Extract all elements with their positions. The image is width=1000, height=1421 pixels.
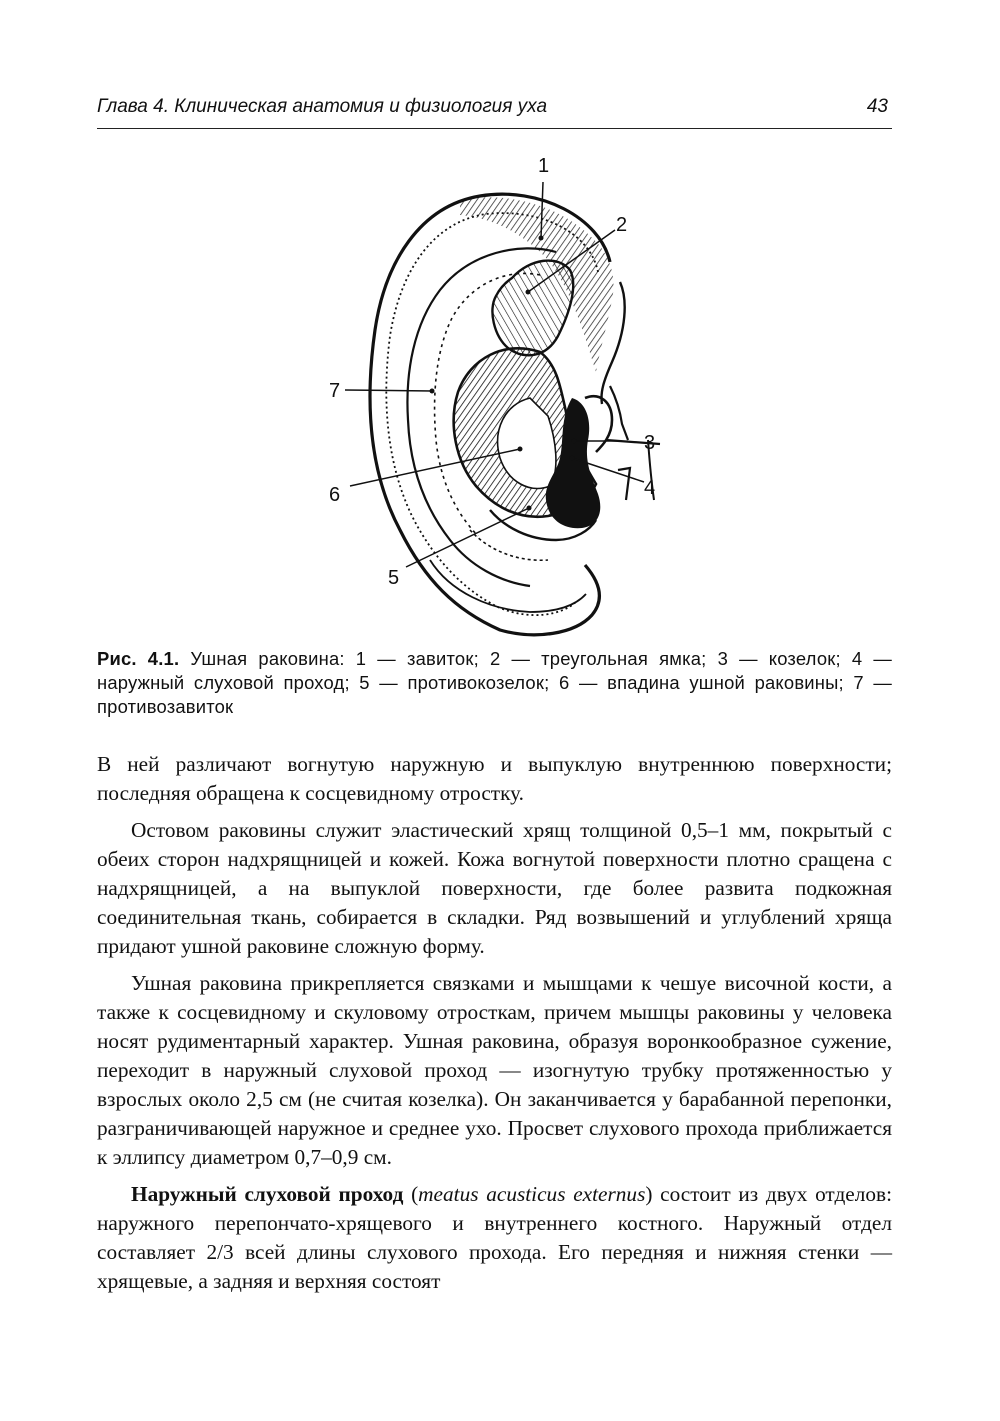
paragraph-3: Ушная раковина прикрепляется связками и мышцами к чешуе височной кости, а также к сосцевидному и скуловому отросткам, причем мышцы раковины у человека носят рудиментарный характер. Ушная раковина, образуя воронкообразное сужение, переходит в наружный слуховой проход — изогнутую трубку протяженностью у взрослых около 2,5 см (не считая козелка). Он заканчивается у барабанной перепонки, разграничивающей наружное и среднее ухо. Просвет слухового прохода приближается к эллипсу диаметром 0,7–0,9 см. [97, 971, 892, 1169]
latin-term: meatus acusticus externus [418, 1182, 646, 1206]
term-external-meatus: Наружный слуховой проход [131, 1182, 404, 1206]
figure-caption-text: Ушная раковина: 1 — завиток; 2 — треугольная ямка; 3 — козелок; 4 — наружный слуховой проход; 5 — противокозелок; 6 — впадина ушной раковины; 7 — противозавиток [97, 648, 892, 717]
callout-1: 1 [538, 155, 550, 177]
paragraph-4-text: состоит из двух отделов: наружного перепончато-хрящевого и внутреннего костного. Наружный отдел составляет 2/3 всей длины слухового прохода. Его передняя и нижняя стенки — хрящевые, а задняя и верхняя состоят [97, 1182, 892, 1293]
paren-open: ( [403, 1182, 419, 1206]
paragraph-2: Остовом раковины служит эластический хрящ толщиной 0,5–1 мм, покрытый с обеих сторон надхрящницей и кожей. Кожа вогнутой поверхности плотно сращена с надхрящницей, а на выпуклой поверхности, где более развита подкожная соединительная ткань, собирается в складки. Ряд возвышений и углублений хряща придают ушной раковине сложную форму. [97, 818, 892, 958]
running-head [97, 92, 892, 126]
callout-6: 6 [329, 484, 341, 506]
callout-5: 5 [388, 567, 400, 589]
triangular-fossa [492, 261, 573, 356]
callout-3: 3 [644, 432, 656, 454]
callout-2: 2 [616, 214, 628, 236]
callout-7: 7 [329, 380, 341, 402]
callout-4: 4 [644, 477, 656, 499]
ear-auricle-illustration [320, 150, 680, 642]
header-rule [97, 128, 892, 129]
figure-caption [97, 647, 892, 719]
paragraph-1: В ней различают вогнутую наружную и выпуклую внутреннюю поверхности; последняя обращена к сосцевидному отростку. [97, 752, 892, 805]
page-number: 43 [866, 96, 888, 117]
paren-close: ) [645, 1182, 653, 1206]
paragraph-4 [97, 1180, 892, 1296]
chapter-title: Глава 4. Клиническая анатомия и физиология уха [97, 96, 548, 117]
body-text [97, 750, 892, 1304]
figure-label: Рис. 4.1. [97, 648, 180, 669]
